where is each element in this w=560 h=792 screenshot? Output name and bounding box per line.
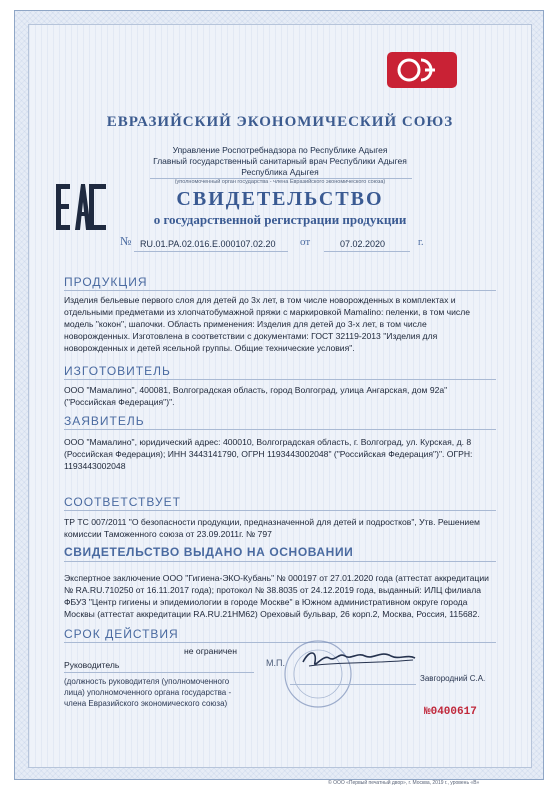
eac-text: ЕАС	[79, 235, 83, 236]
conforms-heading: СООТВЕТСТВУЕТ	[64, 495, 181, 509]
authority-line-3: Республика Адыгея	[241, 167, 319, 177]
basis-heading-rule	[64, 561, 496, 562]
manufacturer-heading-rule	[64, 379, 496, 380]
applicant-heading-rule	[64, 429, 496, 430]
applicant-line: ООО "Мамалино", юридический адрес: 400010, Волгоградская область, г. Волгоград, ул. Курская, д. 8	[64, 437, 472, 447]
validity-heading: СРОК ДЕЙСТВИЯ	[64, 627, 179, 641]
signature-caption-line: лица) уполномоченного органа государства -	[64, 688, 232, 697]
printer-footer: © ООО «Первый печатный двор», г. Москва, 2019 г., уровень «В»	[328, 780, 480, 786]
applicant-heading: ЗАЯВИТЕЛЬ	[64, 414, 145, 428]
signature-caption-line: члена Евразийского экономического союза)	[64, 699, 228, 708]
signature-caption-line: (должность руководителя (уполномоченного	[64, 677, 230, 686]
logo-mark-icon	[395, 56, 449, 84]
number-underline	[134, 251, 288, 252]
certification-logo	[387, 52, 457, 88]
date-label: от	[300, 236, 311, 248]
product-heading-rule	[64, 290, 496, 291]
product-line: модель "кокон", шапочки. Область применения: Изделия для детей до 3-х лет, в том числе	[64, 319, 427, 329]
signer-name: Завгородний С.А.	[420, 674, 486, 683]
basis-line: Экспертное заключение ООО "Гигиена-ЭКО-Кубань" № 000197 от 27.01.2020 года (аттестат аккредитации	[64, 573, 489, 583]
signature-underline	[290, 684, 416, 685]
basis-line: № RA.RU.710250 от 16.11.2017 года); протокол № 38.8035 от 24.12.2019 года, выданный: ИЛЦ филиала	[64, 585, 482, 595]
issue-date: 07.02.2020	[340, 239, 386, 249]
head-label: Руководитель	[64, 660, 120, 670]
registration-number: RU.01.РА.02.016.Е.000107.02.20	[140, 239, 276, 249]
doc-subtitle: о государственной регистрации продукции	[153, 212, 407, 227]
number-label: №	[120, 234, 132, 248]
date-underline	[324, 251, 410, 252]
product-line: новорожденных и детей ясельной группы. Общие технические условия".	[64, 343, 355, 353]
applicant-line: (Российская Федерация); ИНН 3443141790, ОГРН 1193443002048" ("Российская Федерация")". ОГРН:	[64, 449, 473, 459]
union-title: ЕВРАЗИЙСКИЙ ЭКОНОМИЧЕСКИЙ СОЮЗ	[106, 114, 454, 130]
basis-line: ФБУЗ "Центр гигиены и эпидемиологии в городе Москве" в Южном административном округе города	[64, 597, 468, 607]
product-heading: ПРОДУКЦИЯ	[64, 275, 148, 289]
manufacturer-line: ("Российская Федерация")".	[64, 397, 175, 407]
basis-line: Москвы (аттестат аккредитации RA.RU.21НМ62) Ореховый бульвар, 26 корп.2, Москва, Россия, 115682.	[64, 609, 480, 619]
year-suffix: г.	[418, 237, 424, 248]
validity-value: не ограничен	[184, 646, 237, 656]
mp-label: М.П.	[266, 658, 285, 668]
serial-number: №0400617	[424, 706, 477, 718]
head-underline	[64, 672, 254, 673]
authority-note: (уполномоченный орган государства - члена Евразийского экономического союза)	[174, 179, 386, 185]
product-line: новорожденных. Изготовлена в соответствии с документами: ГОСТ 32119-2013 "Изделия для	[64, 331, 438, 341]
manufacturer-heading: ИЗГОТОВИТЕЛЬ	[64, 364, 171, 378]
authority-line-1: Управление Роспотребнадзора по Республике Адыгея	[172, 145, 388, 155]
basis-heading: СВИДЕТЕЛЬСТВО ВЫДАНО НА ОСНОВАНИИ	[64, 545, 354, 559]
doc-title: СВИДЕТЕЛЬСТВО	[176, 188, 384, 210]
authority-line-2: Главный государственный санитарный врач Республики Адыгея	[153, 156, 407, 166]
conforms-line: ТР ТС 007/2011 "О безопасности продукции, предназначенной для детей и подростков", Утв. Решением	[64, 517, 480, 527]
conforms-heading-rule	[64, 510, 496, 511]
applicant-line: 1193443002048	[64, 461, 126, 471]
signature-scribble-icon	[295, 640, 420, 680]
manufacturer-line: ООО "Мамалино", 400081, Волгоградская область, город Волгоград, улица Ангарская, дом 92а"	[64, 385, 448, 395]
conforms-line: комиссии Таможенного союза от 23.09.2011г. № 797	[64, 529, 272, 539]
product-line: Изделия бельевые первого слоя для детей до 3х лет, в том числе новорожденных в комплектах и	[64, 295, 456, 305]
validity-heading-rule	[64, 642, 496, 643]
product-line: отдельными предметами из хлопчатобумажной пряжи с маркировкой Mamalino: пеленки, в том числе	[64, 307, 471, 317]
